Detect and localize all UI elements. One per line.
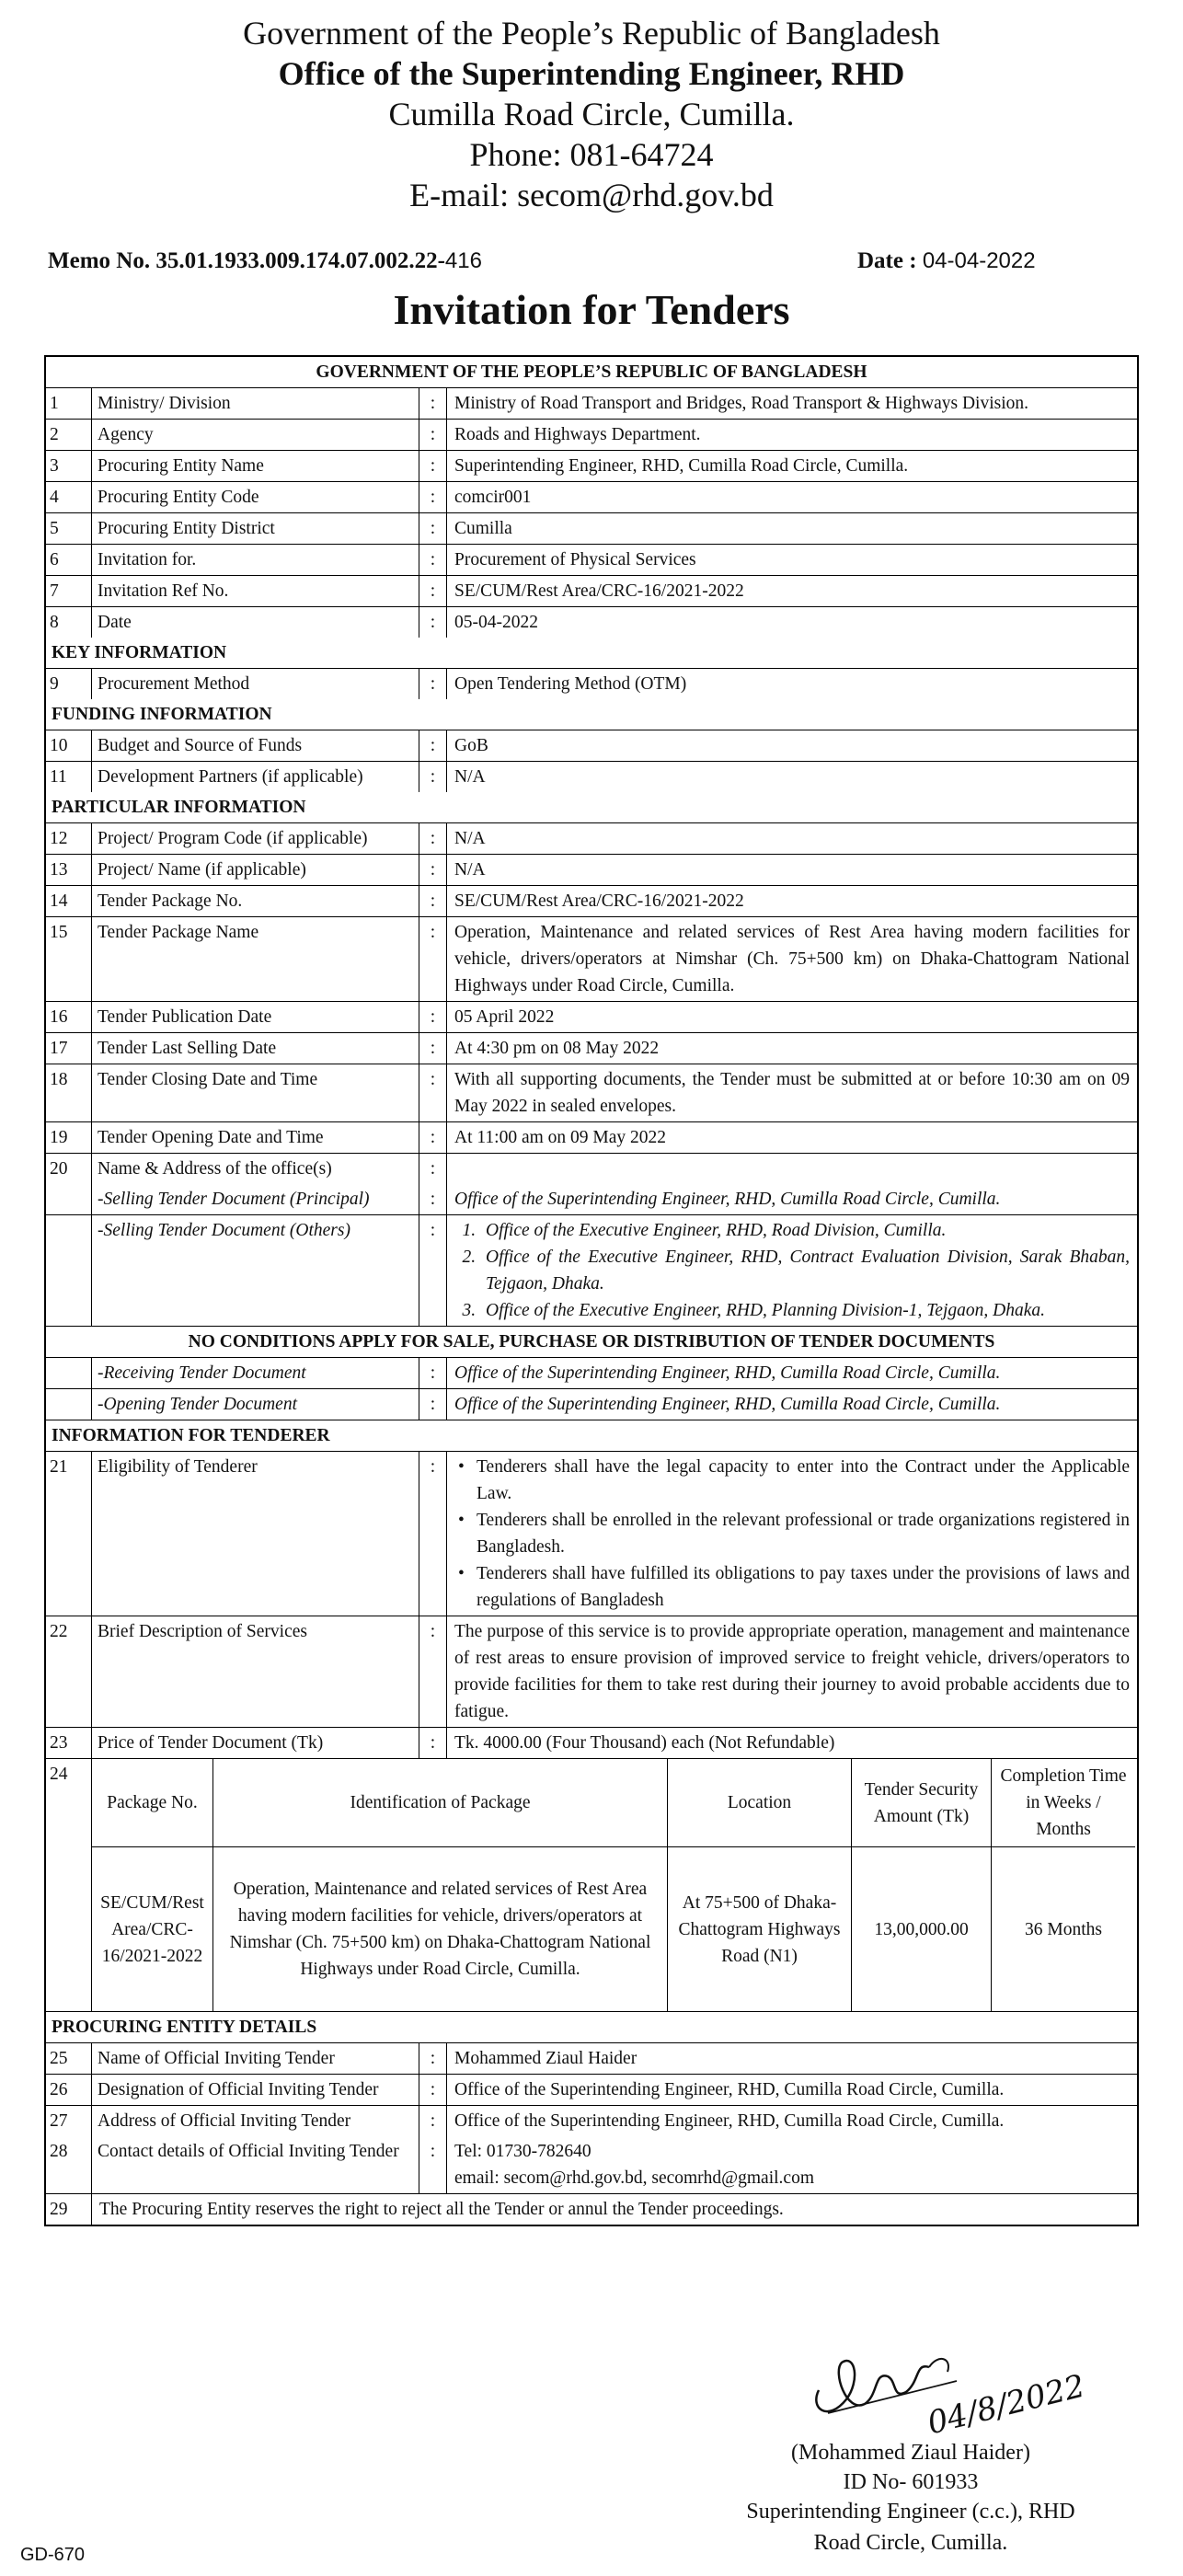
list-item: 2. Office of the Executive Engineer, RHD, Contract Evaluation Division, Sarak Bhaban, Tejgaon, Dhaka. (480, 1244, 1130, 1297)
table-row: 10 Budget and Source of Funds : GoB (46, 730, 1137, 762)
signatory-name: (Mohammed Ziaul Haider) (791, 2441, 1030, 2465)
section-information-for-tenderer: INFORMATION FOR TENDERER (46, 1420, 1137, 1452)
table-row: 26 Designation of Official Inviting Tender : Office of the Superintending Engineer, RHD, Cumilla Road Circle, Cumilla. (46, 2075, 1137, 2106)
signature-image (791, 2326, 1089, 2445)
header-circle: Cumilla Road Circle, Cumilla. (388, 96, 795, 132)
table-row: 6 Invitation for. : Procurement of Physical Services (46, 545, 1137, 576)
page-title: Invitation for Tenders (393, 286, 790, 333)
header-email: E-mail: secom@rhd.gov.bd (409, 177, 774, 213)
funding-rows (46, 730, 1137, 792)
price-row: 23 Price of Tender Document (Tk) : Tk. 4000.00 (Four Thousand) each (Not Refundable) (46, 1728, 1137, 1759)
section-particular-information: PARTICULAR INFORMATION (46, 792, 1137, 823)
eligibility-row: 21 Eligibility of Tenderer : • Tenderers shall have the legal capacity to enter into the Contract under the Applicable Law. • Tenderers shall be enrolled in the relevant professional or trade organizations registered in Bangladesh. • Tenderers shall have fulfilled its obligations to pay taxes under the provisions of laws and regulations of Bangladesh (46, 1452, 1137, 1616)
table-row: 16 Tender Publication Date : 05 April 2022 (46, 1002, 1137, 1033)
package-table-row: 24 Package No. Identification of Package Location Tender Security Amount (Tk) Completion Time in Weeks / Months SE/CUM/Rest Area/CRC-16/2021-2022 Operation, Maintenance and related services of Rest Area having modern facilities for vehicle, drivers/operators at Nimshar (Ch. 75+500 km) on Dhaka-Chattogram National Highways under Road Circle, Cumilla. At 75+500 of Dhaka-Chattogram Highways Road (N1) 13,00,000.00 36 Months (46, 1759, 1137, 2012)
contact-row: 28 Contact details of Official Inviting Tender : Tel: 01730-782640 email: secom@rhd.gov.bd, secomrhd@gmail.com (46, 2136, 1137, 2194)
table-row: 17 Tender Last Selling Date : At 4:30 pm on 08 May 2022 (46, 1033, 1137, 1064)
table-row: 1 Ministry/ Division : Ministry of Road Transport and Bridges, Road Transport & Highways Division. (46, 388, 1137, 420)
selling-offices-list (454, 1217, 1130, 1324)
procuring-rows (46, 2043, 1137, 2136)
memo-date: Date : 04-04-2022 (857, 248, 1036, 273)
opening-row: -Opening Tender Document : Office of the Superintending Engineer, RHD, Cumilla Road Circle, Cumilla. (46, 1389, 1137, 1420)
table-row: 12 Project/ Program Code (if applicable) : N/A (46, 823, 1137, 855)
receiving-row: -Receiving Tender Document : Office of the Superintending Engineer, RHD, Cumilla Road Circle, Cumilla. (46, 1358, 1137, 1389)
selling-others-row: -Selling Tender Document (Others) : 1. Office of the Executive Engineer, RHD, Road Division, Cumilla. 2. Office of the Executive Engineer, RHD, Contract Evaluation Division, Sarak Bhaban, Tejgaon, Dhaka. 3. Office of the Executive Engineer, RHD, Planning Division-1, Tejgaon, Dhaka. (46, 1215, 1137, 1327)
table-row: 11 Development Partners (if applicable) : N/A (46, 762, 1137, 792)
package-table (92, 1759, 1137, 2011)
table-row: 13 Project/ Name (if applicable) : N/A (46, 855, 1137, 886)
list-item: • Tenderers shall have fulfilled its obligations to pay taxes under the provisions of laws and regulations of Bangladesh (477, 1560, 1130, 1614)
contact-tel: Tel: 01730-782640 (454, 2142, 592, 2161)
table-row: 8 Date : 05-04-2022 (46, 607, 1137, 638)
table-row: 2 Agency : Roads and Highways Department. (46, 420, 1137, 451)
table-row: 27 Address of Official Inviting Tender : Office of the Superintending Engineer, RHD, Cumilla Road Circle, Cumilla. (46, 2106, 1137, 2136)
package-cell: 36 Months (1025, 1919, 1102, 1939)
table-heading-row: GOVERNMENT OF THE PEOPLE’S REPUBLIC OF BANGLADESH (46, 357, 1137, 388)
section-funding-information: FUNDING INFORMATION (46, 699, 1137, 730)
package-header: Identification of Package (213, 1759, 668, 1847)
contact-email: email: secom@rhd.gov.bd, secomrhd@gmail.com (454, 2168, 814, 2188)
signatory-designation: Superintending Engineer (c.c.), RHD (746, 2500, 1075, 2524)
header-phone: Phone: 081-64724 (469, 136, 714, 173)
table-row: 19 Tender Opening Date and Time : At 11:00 am on 09 May 2022 (46, 1122, 1137, 1154)
package-header: Completion Time in Weeks / Months (992, 1759, 1135, 1847)
package-cell: At 75+500 of Dhaka-Chattogram Highways Road (N1) (668, 1847, 852, 2011)
package-cell: Operation, Maintenance and related services of Rest Area having modern facilities for vehicle, drivers/operators at Nimshar (Ch. 75+500 km) on Dhaka-Chattogram National Highways under Road Circle, Cumilla. (213, 1847, 668, 2011)
package-header: Tender Security Amount (Tk) (852, 1759, 992, 1847)
table-row: 18 Tender Closing Date and Time : With all supporting documents, the Tender must be submitted at or before 10:30 am on 09 May 2022 in sealed envelopes. (46, 1064, 1137, 1122)
table-row: 20 Name & Address of the office(s) : (46, 1154, 1137, 1184)
table-row: 5 Procuring Entity District : Cumilla (46, 513, 1137, 545)
table-row: 4 Procuring Entity Code : comcir001 (46, 482, 1137, 513)
list-item: • Tenderers shall have the legal capacity to enter into the Contract under the Applicable Law. (477, 1454, 1130, 1507)
final-row: 29 The Procuring Entity reserves the right to reject all the Tender or annul the Tender proceedings. (46, 2194, 1137, 2225)
table-row: 14 Tender Package No. : SE/CUM/Rest Area/CRC-16/2021-2022 (46, 886, 1137, 917)
brief-description-row: 22 Brief Description of Services : The purpose of this service is to provide appropriate operation, management and maintenance of rest areas to ensure provision of improved service to freight vehicle, drivers/operators to provide facilities for them to take rest during their journey to avoid probable accidents due to fatigue. (46, 1616, 1137, 1728)
section-no-conditions: NO CONDITIONS APPLY FOR SALE, PURCHASE OR DISTRIBUTION OF TENDER DOCUMENTS (46, 1327, 1137, 1358)
signatory-office: Road Circle, Cumilla. (813, 2531, 1008, 2555)
memo-number: Memo No. 35.01.1933.009.174.07.002.22-416 (48, 248, 482, 273)
tender-table (44, 355, 1139, 2226)
signature-date: 04/8/2022 (924, 2367, 1089, 2443)
section-procuring-entity-details: PROCURING ENTITY DETAILS (46, 2012, 1137, 2043)
list-item: • Tenderers shall be enrolled in the relevant professional or trade organizations registered in Bangladesh. (477, 1507, 1130, 1560)
selling-principal-row: -Selling Tender Document (Principal) : Office of the Superintending Engineer, RHD, Cumilla Road Circle, Cumilla. (46, 1184, 1137, 1215)
header-office: Office of the Superintending Engineer, RHD (278, 55, 905, 92)
package-cell: 13,00,000.00 (852, 1847, 992, 2011)
list-item: 3. Office of the Executive Engineer, RHD, Planning Division-1, Tejgaon, Dhaka. (480, 1297, 1130, 1324)
package-cell: SE/CUM/Rest Area/CRC-16/2021-2022 (92, 1847, 213, 2011)
eligibility-list (454, 1454, 1130, 1614)
table-row: 9 Procurement Method : Open Tendering Method (OTM) (46, 669, 1137, 699)
particular-rows (46, 823, 1137, 1184)
list-item: 1. Office of the Executive Engineer, RHD, Road Division, Cumilla. (480, 1217, 1130, 1244)
footer-code: GD-670 (20, 2545, 86, 2565)
package-header: Location (668, 1759, 852, 1847)
header-government: Government of the People’s Republic of Bangladesh (243, 15, 940, 52)
table-row: 7 Invitation Ref No. : SE/CUM/Rest Area/CRC-16/2021-2022 (46, 576, 1137, 607)
signatory-id: ID No- 601933 (843, 2470, 979, 2494)
section-key-information: KEY INFORMATION (46, 638, 1137, 669)
key-rows (46, 669, 1137, 699)
table-row: 25 Name of Official Inviting Tender : Mohammed Ziaul Haider (46, 2043, 1137, 2075)
table-row: 15 Tender Package Name : Operation, Maintenance and related services of Rest Area having modern facilities for vehicle, drivers/operators at Nimshar (Ch. 75+500 km) on Dhaka-Chattogram National Highways under Road Circle, Cumilla. (46, 917, 1137, 1002)
package-header: Package No. (92, 1759, 213, 1847)
table-row: 3 Procuring Entity Name : Superintending Engineer, RHD, Cumilla Road Circle, Cumilla. (46, 451, 1137, 482)
general-rows (46, 388, 1137, 638)
